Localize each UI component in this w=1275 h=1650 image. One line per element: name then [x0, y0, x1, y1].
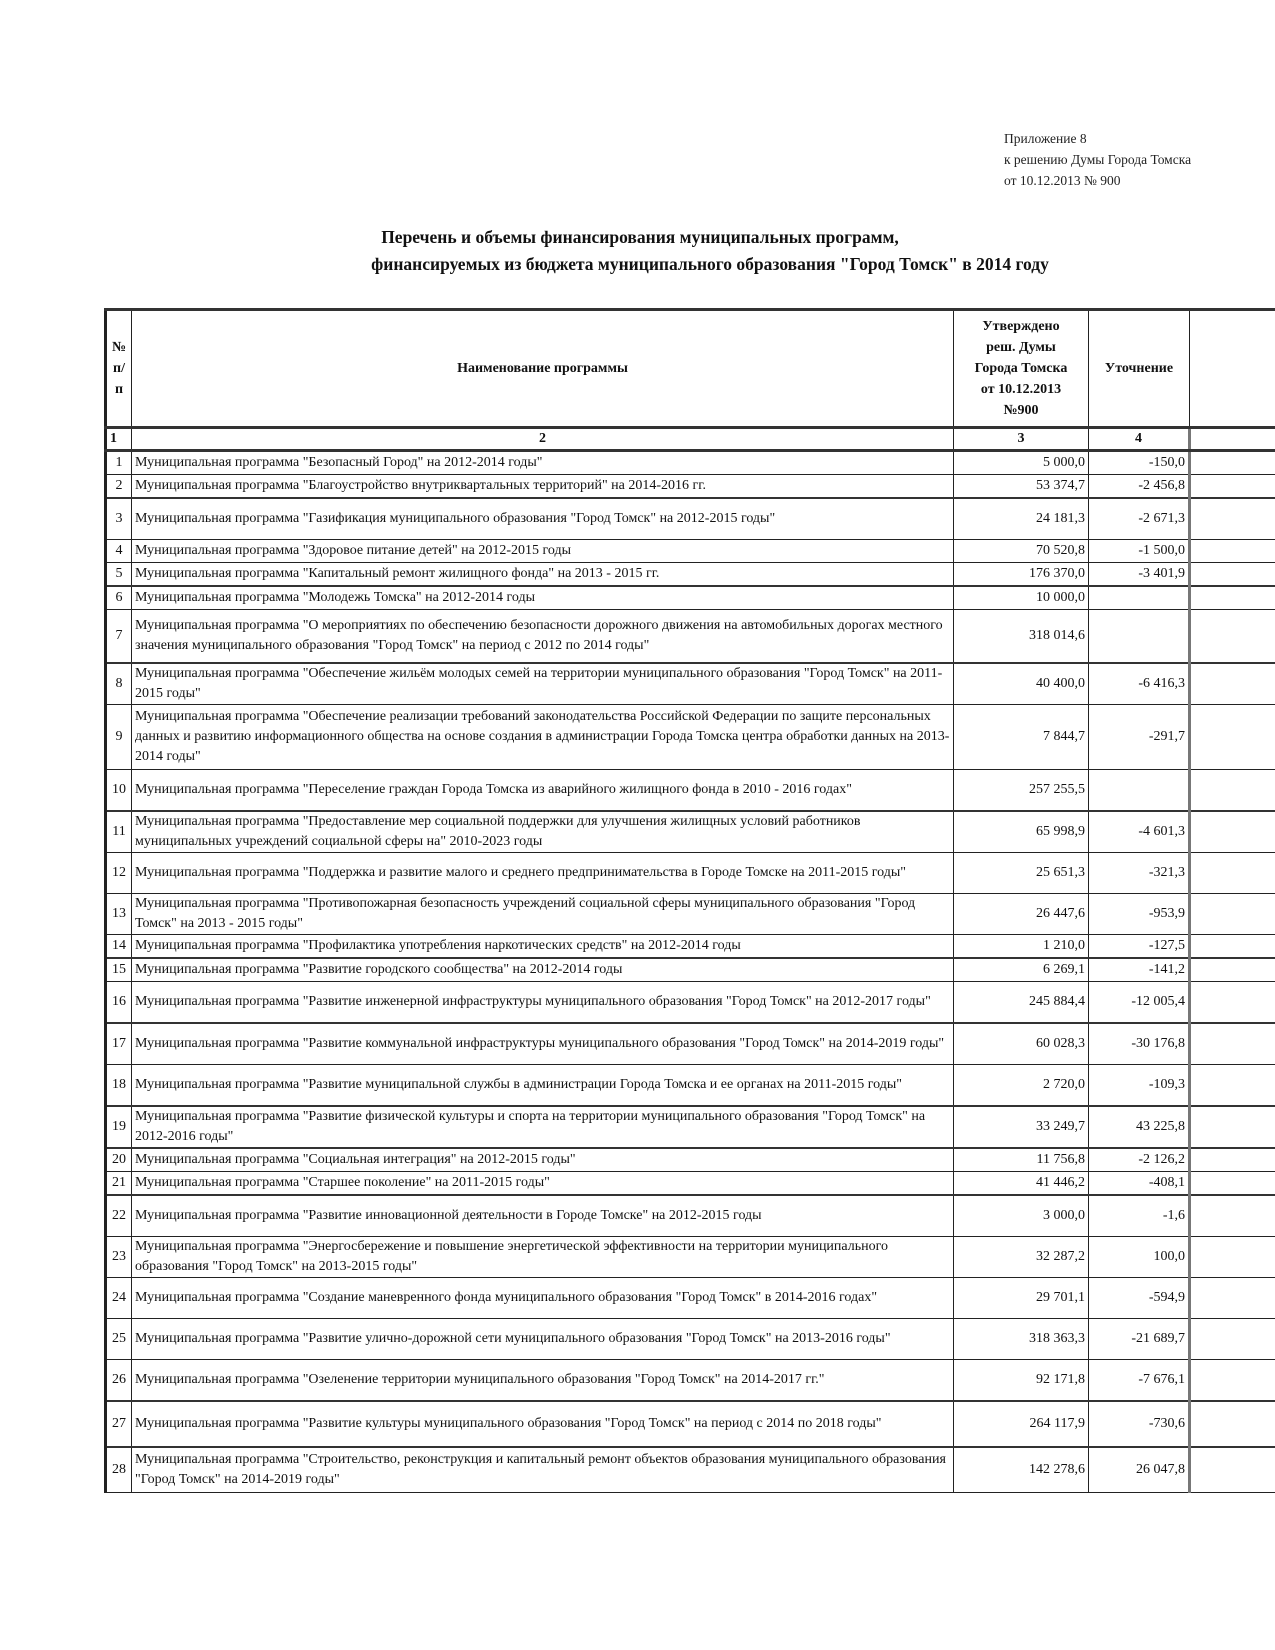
table-row	[106, 1237, 1275, 1278]
approved-amount: 32 287,2	[954, 1237, 1089, 1278]
table-row	[106, 663, 1275, 705]
row-number: 14	[106, 935, 132, 959]
program-name: Муниципальная программа "Переселение граждан Города Томска из аварийного жилищного фонда в 2010 - 2016 годах"	[132, 770, 954, 812]
appendix-note	[1004, 128, 1191, 191]
header-number-line: п	[114, 382, 124, 397]
approved-amount: 11 756,8	[954, 1148, 1089, 1172]
row-number: 2	[106, 475, 132, 499]
table-row	[106, 540, 1275, 563]
header-approved-line: от 10.12.2013	[980, 382, 1062, 397]
cut-off-cell	[1190, 1278, 1275, 1319]
row-number: 26	[106, 1360, 132, 1402]
table-row	[106, 935, 1275, 959]
cut-off-cell	[1190, 1023, 1275, 1065]
approved-amount: 40 400,0	[954, 663, 1089, 705]
header-cut-off-column	[1190, 310, 1275, 428]
table-row	[106, 1319, 1275, 1360]
column-number-2: 2	[132, 428, 954, 451]
approved-amount: 245 884,4	[954, 982, 1089, 1024]
table-row	[106, 563, 1275, 587]
cut-off-cell	[1190, 982, 1275, 1024]
table-row	[106, 586, 1275, 610]
table-row	[106, 1401, 1275, 1447]
appendix-line-2: к решению Думы Города Томска	[1004, 152, 1192, 167]
cut-off-cell	[1190, 1447, 1275, 1493]
clarification-amount: -12 005,4	[1089, 982, 1190, 1024]
program-name: Муниципальная программа "Энергосбережение и повышение энергетической эффективности на территории муниципального образования "Город Томск" на 2013-2015 годы"	[132, 1237, 954, 1278]
approved-amount: 5 000,0	[954, 451, 1089, 475]
approved-amount: 1 210,0	[954, 935, 1089, 959]
header-clarification: Уточнение	[1089, 310, 1190, 428]
table-row	[106, 1106, 1275, 1148]
program-name: Муниципальная программа "Развитие коммунальной инфраструктуры муниципального образования "Город Томск" на 2014-2019 годы"	[132, 1023, 954, 1065]
cut-off-cell	[1190, 1360, 1275, 1402]
program-name: Муниципальная программа "Развитие инновационной деятельности в Городе Томске" на 2012-2015 годы	[132, 1195, 954, 1237]
cut-off-cell	[1190, 663, 1275, 705]
column-number-5	[1190, 428, 1275, 451]
table-header-row	[106, 310, 1275, 428]
row-number: 18	[106, 1065, 132, 1107]
cut-off-cell	[1190, 1065, 1275, 1107]
approved-amount: 3 000,0	[954, 1195, 1089, 1237]
table-row	[106, 610, 1275, 664]
approved-amount: 70 520,8	[954, 540, 1089, 563]
approved-amount: 7 844,7	[954, 705, 1089, 770]
table-row	[106, 982, 1275, 1024]
program-name: Муниципальная программа "Капитальный ремонт жилищного фонда" на 2013 - 2015 гг.	[132, 563, 954, 587]
clarification-amount: -3 401,9	[1089, 563, 1190, 587]
column-number-1: 1	[106, 428, 132, 451]
appendix-line-1: Приложение 8	[1004, 131, 1087, 146]
row-number: 23	[106, 1237, 132, 1278]
cut-off-cell	[1190, 958, 1275, 982]
cut-off-cell	[1190, 451, 1275, 475]
approved-amount: 29 701,1	[954, 1278, 1089, 1319]
approved-amount: 25 651,3	[954, 853, 1089, 894]
row-number: 11	[106, 811, 132, 853]
table-row	[106, 1065, 1275, 1107]
cut-off-cell	[1190, 610, 1275, 664]
table-row	[106, 894, 1275, 935]
row-number: 17	[106, 1023, 132, 1065]
cut-off-cell	[1190, 1148, 1275, 1172]
clarification-amount: -291,7	[1089, 705, 1190, 770]
header-approved-line: Города Томска	[974, 361, 1068, 376]
header-number-line: №	[111, 340, 127, 355]
column-number-3: 3	[954, 428, 1089, 451]
cut-off-cell	[1190, 853, 1275, 894]
appendix-line-3: от 10.12.2013 № 900	[1004, 173, 1121, 188]
program-name: Муниципальная программа "Противопожарная безопасность учреждений социальной сферы муниципального образования "Город Томск" на 2013 - 2015 годы"	[132, 894, 954, 935]
approved-amount: 92 171,8	[954, 1360, 1089, 1402]
header-approved-line: №900	[1003, 403, 1039, 418]
clarification-amount: -2 126,2	[1089, 1148, 1190, 1172]
cut-off-cell	[1190, 540, 1275, 563]
clarification-amount: -2 671,3	[1089, 498, 1190, 540]
cut-off-cell	[1190, 498, 1275, 540]
row-number: 22	[106, 1195, 132, 1237]
row-number: 25	[106, 1319, 132, 1360]
header-number-line: п/	[113, 361, 125, 376]
row-number: 21	[106, 1172, 132, 1196]
cut-off-cell	[1190, 475, 1275, 499]
program-name: Муниципальная программа "Обеспечение реализации требований законодательства Российской Федерации по защите персональных данных и развитию информационного общества на основе создания в администрации Города Томска центра обработки данных на 2013-2014 годы"	[132, 705, 954, 770]
column-number-4: 4	[1089, 428, 1190, 451]
table-row	[106, 1447, 1275, 1493]
program-name: Муниципальная программа "Газификация муниципального образования "Город Томск" на 2012-2015 годы"	[132, 498, 954, 540]
table-row	[106, 451, 1275, 475]
clarification-amount: 26 047,8	[1089, 1447, 1190, 1493]
approved-amount: 10 000,0	[954, 586, 1089, 610]
program-name: Муниципальная программа "Здоровое питание детей" на 2012-2015 годы	[132, 540, 954, 563]
approved-amount: 264 117,9	[954, 1401, 1089, 1447]
clarification-amount: -321,3	[1089, 853, 1190, 894]
table-row	[106, 853, 1275, 894]
program-name: Муниципальная программа "Старшее поколение" на 2011-2015 годы"	[132, 1172, 954, 1196]
program-name: Муниципальная программа "Безопасный Город" на 2012-2014 годы"	[132, 451, 954, 475]
table-row	[106, 1148, 1275, 1172]
approved-amount: 176 370,0	[954, 563, 1089, 587]
clarification-amount: -30 176,8	[1089, 1023, 1190, 1065]
row-number: 1	[106, 451, 132, 475]
approved-amount: 318 014,6	[954, 610, 1089, 664]
program-name: Муниципальная программа "Обеспечение жильём молодых семей на территории муниципального образования "Город Томск" на 2011-2015 годы"	[132, 663, 954, 705]
table-row	[106, 811, 1275, 853]
row-number: 16	[106, 982, 132, 1024]
clarification-amount	[1089, 770, 1190, 812]
approved-amount: 6 269,1	[954, 958, 1089, 982]
row-number: 28	[106, 1447, 132, 1493]
row-number: 9	[106, 705, 132, 770]
program-name: Муниципальная программа "Предоставление мер социальной поддержки для улучшения жилищных условий работников муниципальных учреждений социальной сферы на" 2010-2023 годы	[132, 811, 954, 853]
cut-off-cell	[1190, 1106, 1275, 1148]
column-number-row	[106, 428, 1275, 451]
programs-table	[104, 308, 1275, 1493]
header-program-name: Наименование программы	[132, 310, 954, 428]
row-number: 5	[106, 563, 132, 587]
row-number: 6	[106, 586, 132, 610]
program-name: Муниципальная программа "Профилактика употребления наркотических средств" на 2012-2014 годы	[132, 935, 954, 959]
approved-amount: 41 446,2	[954, 1172, 1089, 1196]
clarification-amount: -1,6	[1089, 1195, 1190, 1237]
table-row	[106, 770, 1275, 812]
row-number: 3	[106, 498, 132, 540]
program-name: Муниципальная программа "Строительство, реконструкция и капитальный ремонт объектов образования муниципального образования "Город Томск" на 2014-2019 годы"	[132, 1447, 954, 1493]
cut-off-cell	[1190, 770, 1275, 812]
program-name: Муниципальная программа "Поддержка и развитие малого и среднего предпринимательства в Городе Томске на 2011-2015 годы"	[132, 853, 954, 894]
table-row	[106, 1278, 1275, 1319]
table-row	[106, 1172, 1275, 1196]
table-row	[106, 958, 1275, 982]
cut-off-cell	[1190, 1401, 1275, 1447]
table-row	[106, 498, 1275, 540]
cut-off-cell	[1190, 811, 1275, 853]
clarification-amount	[1089, 610, 1190, 664]
clarification-amount: -141,2	[1089, 958, 1190, 982]
title-line-2: финансируемых из бюджета муниципального образования "Город Томск" в 2014 году	[371, 254, 1049, 274]
table-row	[106, 705, 1275, 770]
program-name: Муниципальная программа "Развитие городского сообщества" на 2012-2014 годы	[132, 958, 954, 982]
program-name: Муниципальная программа "Социальная интеграция" на 2012-2015 годы"	[132, 1148, 954, 1172]
table-row	[106, 475, 1275, 499]
row-number: 27	[106, 1401, 132, 1447]
title-line-1: Перечень и объемы финансирования муниципальных программ,	[381, 227, 899, 247]
row-number: 24	[106, 1278, 132, 1319]
header-number	[106, 310, 132, 428]
approved-amount: 26 447,6	[954, 894, 1089, 935]
program-name: Муниципальная программа "Развитие культуры муниципального образования "Город Томск" на период с 2014 по 2018 годы"	[132, 1401, 954, 1447]
header-approved	[954, 310, 1089, 428]
cut-off-cell	[1190, 894, 1275, 935]
clarification-amount: -594,9	[1089, 1278, 1190, 1319]
program-name: Муниципальная программа "О мероприятиях по обеспечению безопасности дорожного движения на автомобильных дорогах местного значения муниципального образования "Город Томск" на период с 2012 по 2014 годы"	[132, 610, 954, 664]
approved-amount: 65 998,9	[954, 811, 1089, 853]
clarification-amount: -730,6	[1089, 1401, 1190, 1447]
cut-off-cell	[1190, 1195, 1275, 1237]
approved-amount: 257 255,5	[954, 770, 1089, 812]
cut-off-cell	[1190, 563, 1275, 587]
clarification-amount: 43 225,8	[1089, 1106, 1190, 1148]
program-name: Муниципальная программа "Создание маневренного фонда муниципального образования "Город Томск" в 2014-2016 годах"	[132, 1278, 954, 1319]
program-name: Муниципальная программа "Благоустройство внутриквартальных территорий" на 2014-2016 гг.	[132, 475, 954, 499]
clarification-amount: -109,3	[1089, 1065, 1190, 1107]
clarification-amount: -150,0	[1089, 451, 1190, 475]
approved-amount: 142 278,6	[954, 1447, 1089, 1493]
approved-amount: 2 720,0	[954, 1065, 1089, 1107]
row-number: 15	[106, 958, 132, 982]
program-name: Муниципальная программа "Развитие инженерной инфраструктуры муниципального образования "Город Томск" на 2012-2017 годы"	[132, 982, 954, 1024]
clarification-amount: -953,9	[1089, 894, 1190, 935]
row-number: 13	[106, 894, 132, 935]
row-number: 20	[106, 1148, 132, 1172]
approved-amount: 33 249,7	[954, 1106, 1089, 1148]
clarification-amount: -4 601,3	[1089, 811, 1190, 853]
table-row	[106, 1195, 1275, 1237]
approved-amount: 24 181,3	[954, 498, 1089, 540]
row-number: 8	[106, 663, 132, 705]
row-number: 7	[106, 610, 132, 664]
clarification-amount: -2 456,8	[1089, 475, 1190, 499]
cut-off-cell	[1190, 1172, 1275, 1196]
clarification-amount	[1089, 586, 1190, 610]
cut-off-cell	[1190, 586, 1275, 610]
clarification-amount: -6 416,3	[1089, 663, 1190, 705]
clarification-amount: -7 676,1	[1089, 1360, 1190, 1402]
program-name: Муниципальная программа "Развитие улично-дорожной сети муниципального образования "Город Томск" на 2013-2016 годы"	[132, 1319, 954, 1360]
cut-off-cell	[1190, 705, 1275, 770]
cut-off-cell	[1190, 1319, 1275, 1360]
clarification-amount: -127,5	[1089, 935, 1190, 959]
cut-off-cell	[1190, 1237, 1275, 1278]
header-approved-line: реш. Думы	[986, 340, 1056, 355]
approved-amount: 318 363,3	[954, 1319, 1089, 1360]
clarification-amount: 100,0	[1089, 1237, 1190, 1278]
program-name: Муниципальная программа "Озеленение территории муниципального образования "Город Томск" на 2014-2017 гг."	[132, 1360, 954, 1402]
clarification-amount: -408,1	[1089, 1172, 1190, 1196]
table-row	[106, 1023, 1275, 1065]
row-number: 19	[106, 1106, 132, 1148]
program-name: Муниципальная программа "Молодежь Томска" на 2012-2014 годы	[132, 586, 954, 610]
header-approved-line: Утверждено	[982, 319, 1060, 334]
program-name: Муниципальная программа "Развитие муниципальной службы в администрации Города Томска и ее органах на 2011-2015 годы"	[132, 1065, 954, 1107]
approved-amount: 60 028,3	[954, 1023, 1089, 1065]
clarification-amount: -21 689,7	[1089, 1319, 1190, 1360]
program-name: Муниципальная программа "Развитие физической культуры и спорта на территории муниципального образования "Город Томск" на 2012-2016 годы"	[132, 1106, 954, 1148]
approved-amount: 53 374,7	[954, 475, 1089, 499]
clarification-amount: -1 500,0	[1089, 540, 1190, 563]
row-number: 10	[106, 770, 132, 812]
table-row	[106, 1360, 1275, 1402]
document-title	[0, 224, 1275, 278]
row-number: 4	[106, 540, 132, 563]
row-number: 12	[106, 853, 132, 894]
cut-off-cell	[1190, 935, 1275, 959]
